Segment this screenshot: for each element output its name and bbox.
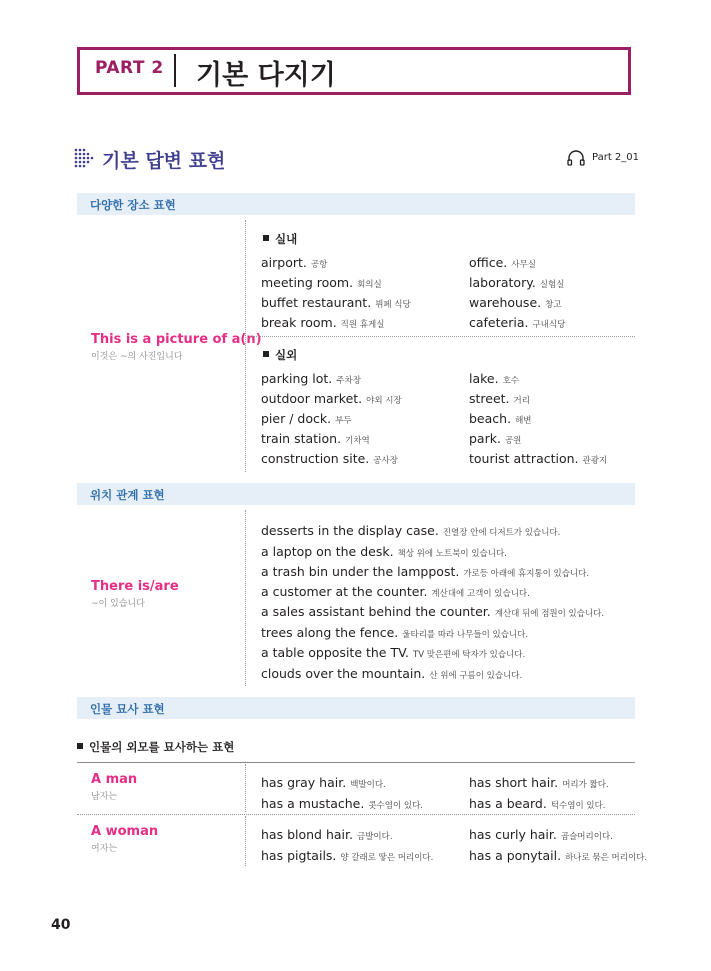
- column-divider: [245, 220, 246, 472]
- list-item: pier / dock. 부두: [261, 411, 352, 426]
- label-a-woman-ko: 여자는: [91, 844, 118, 854]
- list-item: a sales assistant behind the counter. 계산대 뒤에 점원이 있습니다.: [261, 604, 605, 619]
- list-item: clouds over the mountain. 산 위에 구름이 있습니다.: [261, 666, 523, 681]
- label-picture-of: This is a picture of a(n): [91, 332, 262, 347]
- table-top-rule: [77, 762, 635, 763]
- label-there-is: There is/are: [91, 579, 179, 594]
- list-item: beach. 해변: [469, 411, 532, 426]
- label-a-man: A man: [91, 772, 138, 787]
- list-item: has pigtails. 양 갈래로 땋은 머리이다.: [261, 848, 434, 863]
- category-bar-places: [77, 193, 635, 215]
- category-title: 위치 관계 표현: [90, 488, 165, 502]
- list-item: lake. 호수: [469, 371, 520, 386]
- label-a-woman: A woman: [91, 824, 159, 839]
- sub-title-outdoor: 실외: [263, 347, 297, 363]
- list-item: tourist attraction. 관광지: [469, 451, 608, 466]
- list-item: has a beard. 턱수염이 있다.: [469, 796, 606, 811]
- sub-title-indoor: 실내: [263, 231, 297, 247]
- list-item: trees along the fence. 울타리를 따라 나무들이 있습니다.: [261, 625, 529, 640]
- label-picture-of-ko: 이것은 ~의 사진입니다: [91, 352, 183, 362]
- list-item: has blond hair. 금발이다.: [261, 827, 393, 842]
- section-divider: [250, 336, 635, 337]
- list-item: a table opposite the TV. TV 맞은편에 탁자가 있습니다.: [261, 645, 526, 660]
- column-divider: [245, 764, 246, 812]
- column-divider: [245, 816, 246, 866]
- list-item: park. 공원: [469, 431, 522, 446]
- list-item: a trash bin under the lamppost. 가로등 아래에 휴지통이 있습니다.: [261, 564, 590, 579]
- part-label: PART 2: [95, 58, 164, 78]
- sub-title-appearance: 인물의 외모를 묘사하는 표현: [77, 739, 234, 755]
- row-divider: [77, 814, 635, 815]
- part-title: 기본 다지기: [196, 60, 336, 91]
- column-divider: [245, 510, 246, 686]
- list-item: street. 거리: [469, 391, 530, 406]
- section-title: 기본 답변 표현: [102, 150, 226, 172]
- list-item: train station. 기차역: [261, 431, 370, 446]
- list-item: warehouse. 창고: [469, 295, 562, 310]
- category-title: 인물 묘사 표현: [90, 702, 165, 716]
- category-bar-people: [77, 697, 635, 719]
- part-divider: [174, 54, 176, 87]
- list-item: has short hair. 머리가 짧다.: [469, 775, 609, 790]
- label-a-man-ko: 남자는: [91, 792, 118, 802]
- list-item: office. 사무실: [469, 255, 536, 270]
- list-item: a customer at the counter. 계산대에 고객이 있습니다.: [261, 584, 530, 599]
- list-item: airport. 공항: [261, 255, 328, 270]
- list-item: parking lot. 주차장: [261, 371, 361, 386]
- list-item: has curly hair. 곱슬머리이다.: [469, 827, 613, 842]
- list-item: construction site. 공사장: [261, 451, 398, 466]
- list-item: outdoor market. 야외 시장: [261, 391, 402, 406]
- headphones-icon[interactable]: [567, 150, 585, 166]
- list-item: buffet restaurant. 뷔페 식당: [261, 295, 411, 310]
- list-item: a laptop on the desk. 책상 위에 노트북이 있습니다.: [261, 544, 507, 559]
- category-bar-positions: [77, 483, 635, 505]
- page-number: 40: [51, 917, 71, 933]
- list-item: has gray hair. 백발이다.: [261, 775, 386, 790]
- dotted-arrow-icon: [74, 148, 96, 168]
- list-item: has a mustache. 콧수염이 있다.: [261, 796, 424, 811]
- audio-track-label[interactable]: Part 2_01: [592, 152, 640, 163]
- label-there-is-ko: ~이 있습니다: [91, 599, 145, 609]
- list-item: has a ponytail. 하나로 묶은 머리이다.: [469, 848, 648, 863]
- list-item: cafeteria. 구내식당: [469, 315, 566, 330]
- list-item: break room. 직원 휴게실: [261, 315, 385, 330]
- list-item: meeting room. 회의실: [261, 275, 382, 290]
- list-item: desserts in the display case. 진열장 안에 디저트가 있습니다.: [261, 523, 561, 538]
- list-item: laboratory. 실험실: [469, 275, 565, 290]
- category-title: 다양한 장소 표현: [90, 198, 176, 212]
